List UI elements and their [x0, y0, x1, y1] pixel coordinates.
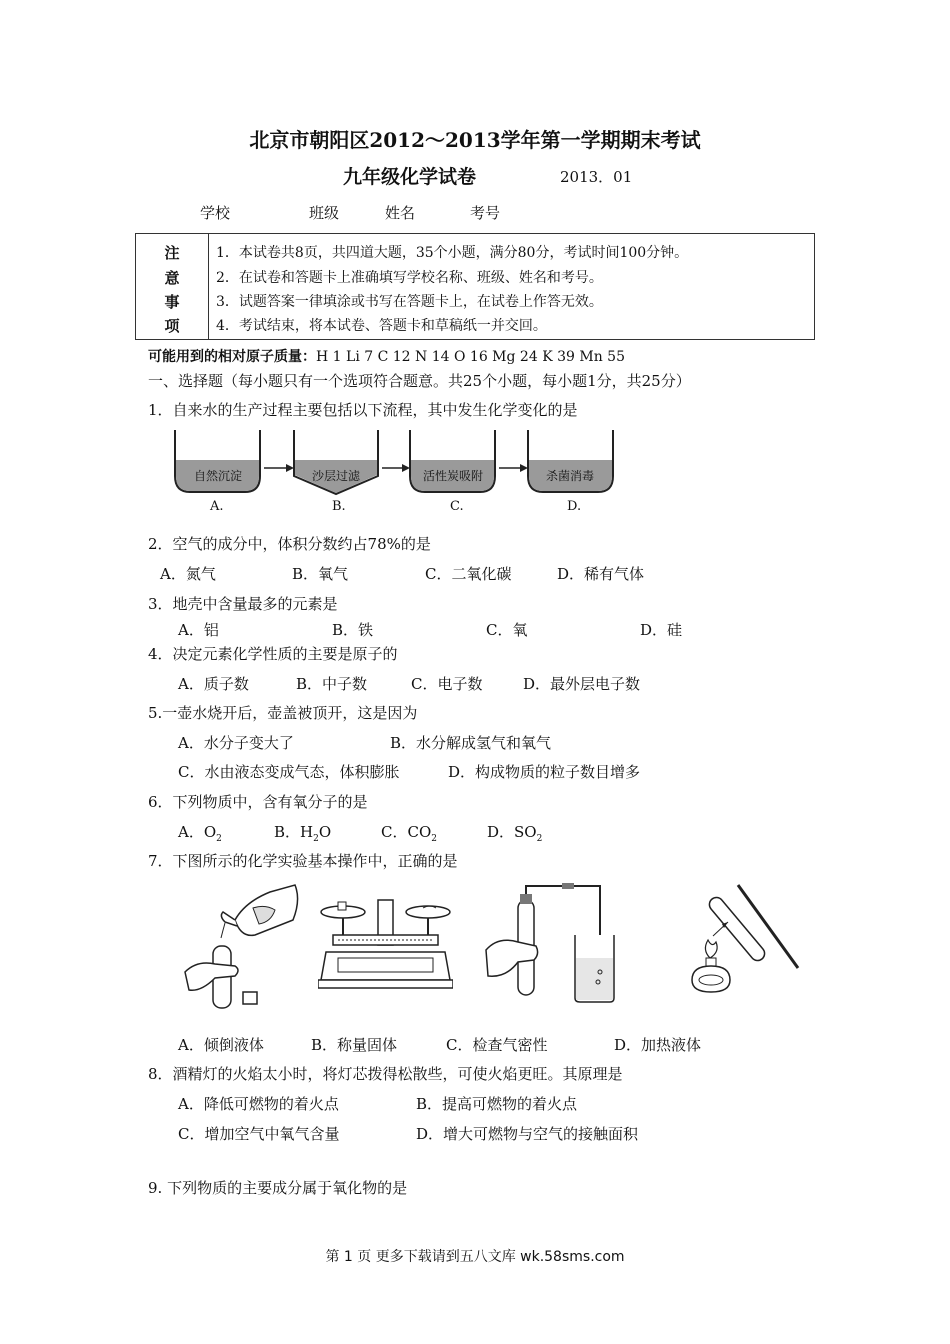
option: A．铝 [178, 621, 219, 639]
heating-liquid-illustration [688, 880, 800, 1005]
question-5: 5.一壶水烧开后，壶盖被顶开，这是因为 [148, 704, 418, 722]
question-1: 1．自来水的生产过程主要包括以下流程，其中发生化学变化的是 [148, 401, 578, 419]
pouring-liquid-illustration [175, 880, 305, 1015]
option: B．氧气 [292, 565, 349, 583]
exam-date: 2013．01 [560, 168, 633, 186]
option: C．二氧化碳 [425, 565, 512, 583]
option-o2: A．$O_2$ [178, 823, 222, 844]
airtightness-check-illustration [480, 880, 615, 1005]
name-label: 姓名 [385, 204, 416, 222]
option: C．氧 [486, 621, 528, 639]
water-treatment-diagram [170, 428, 620, 498]
option: C．检查气密性 [446, 1036, 548, 1054]
step-label: 杀菌消毒 [545, 469, 595, 483]
option: B．中子数 [296, 675, 368, 693]
option: D．增大可燃物与空气的接触面积 [416, 1125, 639, 1143]
option: D．加热液体 [614, 1036, 702, 1054]
option: B．提高可燃物的着火点 [416, 1095, 578, 1113]
option-label: B. [332, 499, 346, 514]
question-9: 9. 下列物质的主要成分属于氧化物的是 [148, 1179, 408, 1197]
option-label: D. [567, 499, 582, 514]
exam-number-label: 考号 [470, 204, 501, 222]
notice-item: 2．在试卷和答题卡上准确填写学校名称、班级、姓名和考号。 [216, 270, 603, 286]
question-2: 2．空气的成分中，体积分数约占78%的是 [148, 535, 431, 553]
notice-item: 3．试题答案一律填涂或书写在答题卡上，在试卷上作答无效。 [216, 294, 603, 310]
notice-item: 4．考试结束，将本试卷、答题卡和草稿纸一并交回。 [216, 318, 547, 334]
option: B．铁 [332, 621, 374, 639]
balance-scale-illustration [318, 890, 453, 995]
step-label: 沙层过滤 [311, 469, 361, 483]
option: B．水分解成氢气和氧气 [390, 734, 552, 752]
option: B．称量固体 [311, 1036, 398, 1054]
option: D．构成物质的粒子数目增多 [448, 763, 641, 781]
notice-box [135, 233, 815, 340]
question-7: 7．下图所示的化学实验基本操作中，正确的是 [148, 852, 458, 870]
option: D．硅 [640, 621, 683, 639]
notice-label: 注 意 事 项 [136, 234, 209, 339]
option: D．稀有气体 [557, 565, 645, 583]
option: A．倾倒液体 [178, 1036, 264, 1054]
question-3: 3．地壳中含量最多的元素是 [148, 595, 338, 613]
option: D．最外层电子数 [523, 675, 641, 693]
question-8: 8．酒精灯的火焰太小时，将灯芯拨得松散些，可使火焰更旺。其原理是 [148, 1065, 623, 1083]
option-label: A. [210, 499, 224, 514]
exam-title: 北京市朝阳区2012～2013学年第一学期期末考试 [249, 128, 701, 152]
exam-subtitle: 九年级化学试卷 [343, 166, 477, 188]
atomic-mass-values: H 1 Li 7 C 12 N 14 O 16 Mg 24 K 39 Mn 55 [316, 349, 625, 365]
option: C．电子数 [411, 675, 483, 693]
option-co2: C．$CO_2$ [381, 823, 437, 844]
option: C．水由液态变成气态，体积膨胀 [178, 763, 400, 781]
option-h2o: B．$H_2O$ [274, 823, 332, 844]
question-4: 4．决定元素化学性质的主要是原子的 [148, 645, 398, 663]
option: A．氮气 [160, 565, 216, 583]
question-6: 6．下列物质中，含有氧分子的是 [148, 793, 368, 811]
atomic-mass-label: 可能用到的相对原子质量： [148, 349, 316, 365]
option-label: C. [450, 499, 464, 514]
option-so2: D．$SO_2$ [487, 823, 543, 844]
option: C．增加空气中氧气含量 [178, 1125, 340, 1143]
page-footer: 第 1 页 更多下载请到五八文库 wk.58sms.com [325, 1249, 625, 1265]
section-heading: 一、选择题（每小题只有一个选项符合题意。共25个小题，每小题1分，共25分） [148, 372, 691, 390]
notice-item: 1．本试卷共8页，共四道大题，35个小题，满分80分，考试时间100分钟。 [216, 245, 689, 261]
class-label: 班级 [309, 204, 340, 222]
atomic-mass-line [148, 346, 625, 366]
step-label: 自然沉淀 [193, 469, 243, 483]
option: A．水分子变大了 [178, 734, 294, 752]
option: A．降低可燃物的着火点 [178, 1095, 339, 1113]
step-label: 活性炭吸附 [422, 469, 484, 483]
school-label: 学校 [200, 204, 231, 222]
option: A．质子数 [178, 675, 249, 693]
